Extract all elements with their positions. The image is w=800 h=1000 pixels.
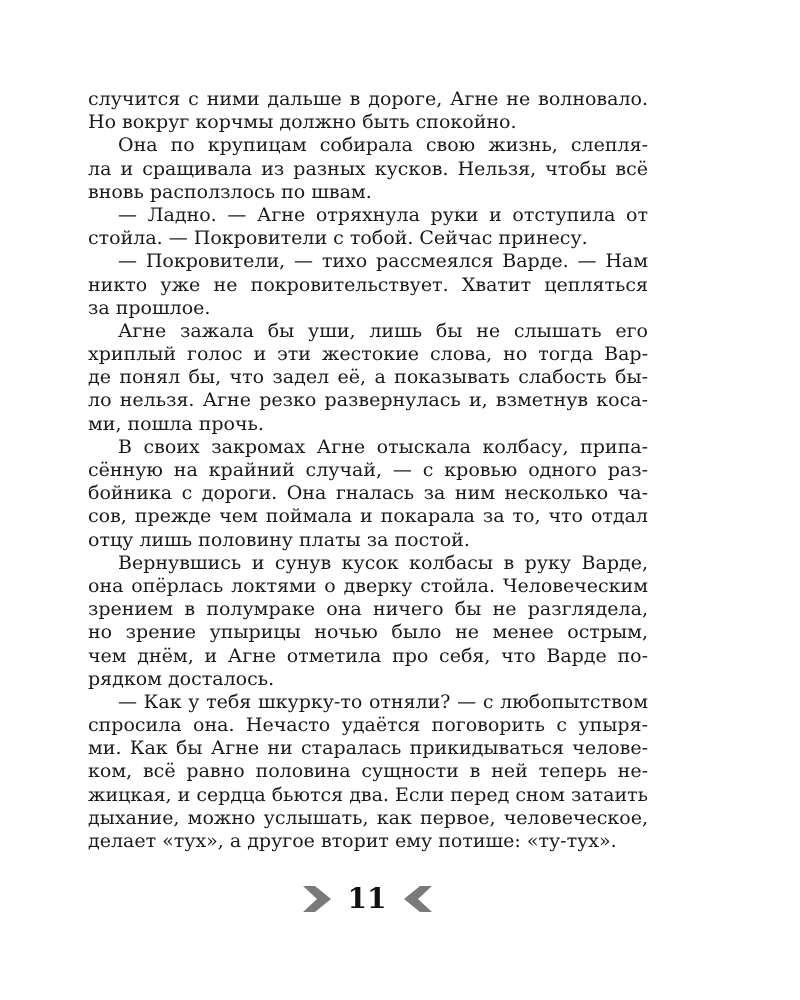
text-line: хриплый голос и эти жестокие слова, но тогда Вар- — [88, 343, 648, 366]
text-line: она опёрлась локтями о дверку стойла. Человеческим — [88, 574, 648, 597]
text-line: де понял бы, что задел её, а показывать слабость бы- — [88, 366, 648, 389]
text-line: ло нельзя. Агне резко развернулась и, взметнув коса- — [88, 389, 648, 412]
text-line: В своих закромах Агне отыскала колбасу, припа- — [118, 435, 648, 458]
text-line: за прошлое. — [88, 296, 211, 319]
text-line: стойла. — Покровители с тобой. Сейчас принесу. — [88, 227, 588, 250]
text-line: бойника с дороги. Она гналась за ним несколько ча- — [88, 482, 648, 505]
text-line: рядком досталось. — [88, 667, 275, 690]
text-line: дыхание, можно услышать, как первое, человеческое, — [88, 806, 648, 829]
text-line: никто уже не покровительствует. Хватит цепляться — [88, 273, 648, 296]
text-line: Она по крупицам собирала свою жизнь, слепля- — [118, 134, 648, 157]
page-footer — [0, 875, 800, 925]
text-line: Вернувшись и сунув кусок колбасы в руку Варде, — [118, 551, 648, 574]
text-line: случится с ними дальше в дороге, Агне не волновало. — [88, 88, 648, 110]
text-line: но зрение упырицы ночью было не менее острым, — [88, 621, 648, 644]
text-line: Но вокруг корчмы должно быть спокойно. — [88, 111, 517, 134]
chevron-right-icon — [303, 886, 331, 912]
text-line: спросила она. Нечасто удаётся поговорить с упыря- — [88, 714, 648, 737]
text-line: ла и сращивала из разных кусков. Нельзя, чтобы всё — [88, 157, 648, 180]
text-line: — Как у тебя шкурку-то отняли? — с любопытством — [118, 690, 648, 713]
text-line: чем днём, и Агне отметила про себя, что Варде по- — [88, 644, 648, 667]
text-line: делает «тух», а другое вторит ему потише: «ту-тух». — [88, 830, 617, 852]
page-number: 11 — [347, 882, 387, 915]
text-line: — Ладно. — Агне отряхнула руки и отступила от — [118, 203, 648, 226]
text-line: ком, всё равно половина сущности в ней теперь не- — [88, 760, 648, 783]
text-line: отцу лишь половину платы за постой. — [88, 528, 470, 551]
text-line: вновь расползлось по швам. — [88, 180, 372, 203]
text-line: ми, пошла прочь. — [88, 412, 264, 435]
text-line: Агне зажала бы уши, лишь бы не слышать его — [118, 319, 648, 342]
text-line: сов, прежде чем поймала и покарала за то, что отдал — [88, 505, 648, 528]
text-line: зрением в полумраке она ничего бы не разглядела, — [88, 598, 648, 621]
text-line: — Покровители, — тихо рассмеялся Варде. — Нам — [118, 250, 648, 273]
text-line: сённую на крайний случай, — с кровью одного раз- — [88, 459, 648, 481]
text-line: ми. Как бы Агне ни старалась прикидываться челове- — [88, 737, 648, 760]
text-line: жицкая, и сердца бьются два. Если перед сном затаить — [88, 783, 648, 806]
body-text — [88, 88, 648, 853]
chevron-left-icon — [404, 886, 432, 912]
